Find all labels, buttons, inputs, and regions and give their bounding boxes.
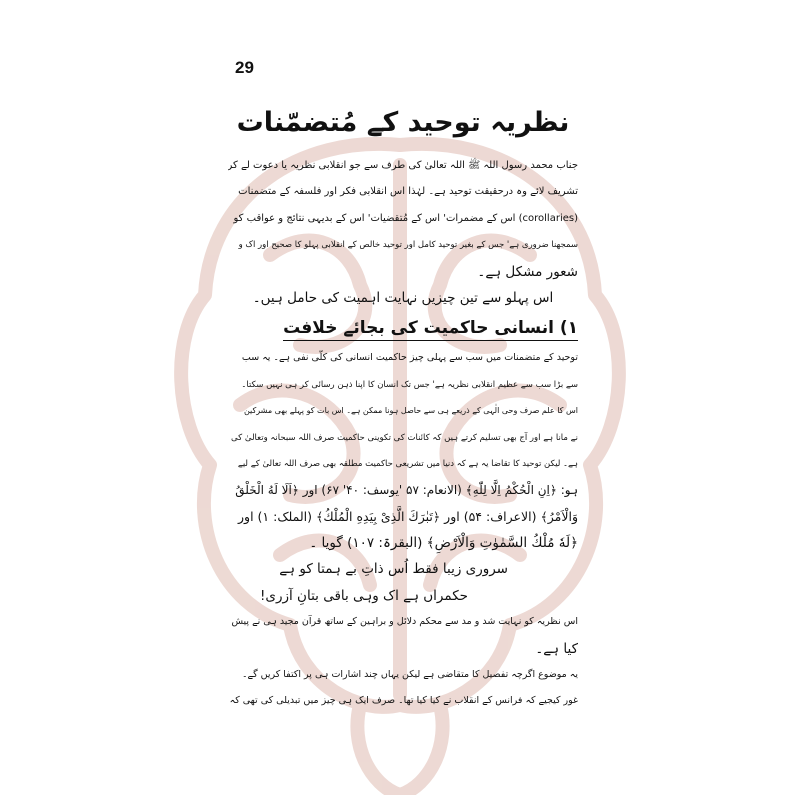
verse-line: سروری زیبا فقط اُس ذاتِ بے ہمتا کو ہے (279, 561, 508, 578)
text-line: توحید کے متضمنات میں سب سے پہلی چیز حاکمیت انسانی کی کلّی نفی ہے۔ یہ سب (241, 352, 578, 364)
text-line: سے بڑا سب سے عظیم انقلابی نظریہ ہے' جس تک انسان کا اپنا ذہن رسائی کر ہی نہیں سکتا۔ (241, 379, 578, 390)
verse (228, 556, 578, 609)
text-line: کیا ہے۔ (535, 640, 578, 657)
text-line: جناب محمد رسول اللہ ﷺ اللہ تعالیٰ کی طرف سے جو انقلابی نظریہ یا دعوت لے کر (228, 160, 578, 171)
text-line: سمجھنا ضروری ہے' جس کے بغیر توحید کامل اور توحید خالص کے انقلابی پہلو کا صحیح اور اک و (238, 240, 578, 251)
text-line: اس کا علم صرف وحی الٰہی کے ذریعے ہی سے حاصل ہونا ممکن ہے۔ اس بات کو پہلے بھی مشرکین (243, 406, 578, 416)
verse-line: حکمراں ہے اک وہی باقی بتانِ آزری! (259, 587, 468, 604)
text-line: اس نظریہ کو نہایت شد و مد سے محکم دلائل و براہین کے ساتھ قرآن مجید ہی نے پیش (231, 616, 578, 628)
text-line: وَالْاَمْرُ﴾ (الاعراف: ۵۴) اور ﴿تَبٰرَكَ الَّذِىْ بِيَدِهِ الْمُلْكُ﴾ (الملک: ۱) اور (238, 508, 578, 524)
paragraph-3 (228, 609, 578, 662)
page-number: 29 (235, 58, 254, 77)
section-heading (228, 313, 578, 343)
text-line: ہو: ﴿اِنِ الْحُكْمُ اِلَّا لِلّٰهِ﴾ (الانعام: ۵۷ 'یوسف: ۴۰' ۶۷) اور ﴿اَلَا لَهُ الْخَلْقُ (235, 483, 578, 498)
paragraph-4 (228, 662, 578, 715)
page-title: نظریہ توحید کے مُتضمّنات (236, 107, 570, 138)
text-line: شعور مشکل ہے۔ (477, 263, 578, 280)
section-heading-text: ۱) انسانی حاکمیت کی بجائے خلافت (283, 318, 578, 341)
paragraph-1 (228, 153, 578, 285)
text-line: ہے۔ لیکن توحید کا تقاضا یہ ہے کہ دنیا میں تشریعی حاکمیت مطلقہ بھی صرف اللہ تعالیٰ کے لیے (237, 458, 578, 469)
page-body (228, 95, 578, 715)
text-line: نے مانا ہے اور آج بھی تسلیم کرتے ہیں کہ کائنات کی تکوینی حاکمیت صرف اللہ سبحانہ وتعالیٰ کی (231, 432, 578, 443)
text-line: یہ موضوع اگرچہ تفصیل کا متقاضی ہے لیکن یہاں چند اشارات ہی پر اکتفا کریں گے۔ (241, 669, 578, 681)
text-line: تشریف لائے وہ درحقیقت توحید ہے۔ لہٰذا اس انقلابی فکر اور فلسفہ کے متضمنات (238, 186, 578, 198)
text-line: (corollaries) اس کے مضمرات' اس کے مُتقضیات' اس کے بدیہی نتائج و عواقب کو (233, 212, 578, 224)
text-line: غور کیجیے کہ فرانس کے انقلاب نے کیا کیا تھا۔ صرف ایک ہی چیز میں تبدیلی کی تھی کہ (229, 695, 578, 707)
text-line: ﴿لَهٗ مُلْكُ السَّمٰوٰتِ وَالْاَرْضِ﴾ (البقرۃ: ۱۰۷) گویا ۔ (309, 535, 578, 552)
intro-line: اس پہلو سے تین چیزیں نہایت اہمیت کی حامل ہیں۔ (252, 289, 554, 306)
paragraph-2 (228, 345, 578, 556)
